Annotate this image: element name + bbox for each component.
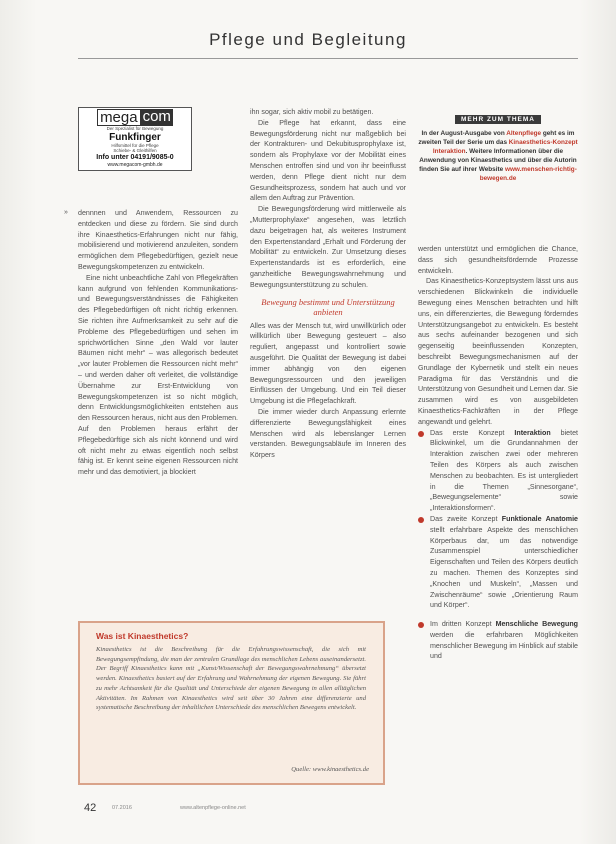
continuation-marker: »: [64, 209, 68, 216]
ad-line-3: Schiebe- & Gleithilfen: [113, 148, 157, 153]
more-topic-link[interactable]: www.menschen-richtig-bewegen.de: [479, 166, 577, 182]
bullet-2-bold: Funktionale Anatomie: [501, 514, 578, 523]
ad-url[interactable]: www.megacom-gmbh.de: [107, 161, 163, 168]
concept-bullet-2: [418, 514, 578, 611]
more-text-1-red: Altenpflege: [506, 130, 542, 137]
kinaesthetics-info-box: [78, 621, 385, 785]
column-1: [78, 208, 238, 478]
col2-paragraph-4: Alles was der Mensch tut, wird unwillkürlich oder willkürlich über Bewegung gesteuert – also reguliert, angepasst und kontrolliert sowie ausgeführt. Die Qualität der Bewegung ist dabei immer abhängig von den eigenen Bewegungsressourcen und den jeweiligen Einflüssen der Umgebung. Und ein Teil dieser Umgebung ist die Pflegefachkraft.: [250, 321, 406, 406]
col2-paragraph-1: ihn sogar, sich aktiv mobil zu betätigen.: [250, 108, 374, 116]
bullet-1-lead: Das erste Konzept: [430, 428, 515, 437]
bullet-dot-icon: [418, 517, 424, 523]
col2-paragraph-2: Die Pflege hat erkannt, dass eine Bewegungsförderung nicht nur maßgeblich bei der Kontrakturen- und Dekubitusprophylaxe ist, sondern als Prophylaxe vor der Mobilität eines Menschen entroffen sind und von ihr beeinflusst werden, denn Pflege dient nicht nur dem Gesundheitsprozess, sondern hat auch und vor allem den Auftrag zur Prävention.: [250, 118, 406, 203]
info-box-title: Was ist Kinaesthetics?: [96, 631, 189, 641]
section-title: Pflege und Begleitung: [209, 30, 407, 49]
bullet-dot-icon: [418, 431, 424, 437]
column-2: [250, 107, 406, 461]
header-rule: [78, 58, 578, 59]
issue-label: 07.2016: [112, 805, 132, 811]
ad-logo-left: mega: [97, 109, 141, 126]
more-text-3: . Weitere Informationen über die Anwendung von Kinaesthetics und über die Autorin finden Sie auf ihrer Website: [419, 148, 577, 173]
bullet-3-lead: Im dritten Konzept: [430, 620, 496, 629]
info-box-source: Quelle: www.kinaesthetics.de: [291, 766, 369, 773]
col1-paragraph-1: dennnen und Anwendern, Ressourcen zu entdecken und diese zu fördern. Sie sind durch ihre Kinaesthetics-Erfahrungen nicht nur fähig, mobilisierend und motivierend anzuleiten, sondern ermöglichen dem Pflegebedürftigen, gezielt neue Bewegungskompetenzen zu entwickeln.: [78, 209, 238, 271]
info-box-body: Kinaesthetics ist die Beschreibung für die Erfahrungswissenschaft, die sich mit Bewegungsempfindung, die man der zentralen Grundlage des menschlichen Lebens auseinandersetzt. Der Begriff Kinaesthetics kann mit „Kunst/Wissenschaft der Bewegungswahrnehmung“ übersetzt werden. Kinaesthetics basiert auf der Erfahrung und Wahrnehmung der eigenen Bewegung. Sie führt zu mehr Achtsamkeit für die Qualität und Unterschiede der eigenen Bewegung in allen alltäglichen Aktivitäten. Im Rahmen von Kinaesthetics wird seit über 30 Jahren eine differenzierte und systematische Beschreibung der inhaltlichen Unterschiede des menschlichen Bewegens entwickelt.: [96, 646, 366, 712]
concept-bullet-3: [418, 619, 578, 662]
ad-line-2: Hilfsmittel für die Pflege: [111, 142, 159, 148]
more-on-topic-box: [418, 108, 578, 183]
col1-paragraph-2: Eine nicht unbeachtliche Zahl von Pflegekräften kann aufgrund von fehlenden Kommunikations- und Bewegungsverständnisses die Fähigkeiten des Pflegebedürftigen oft nicht richtig erkennen. Sie richten ihre Aufmerksamkeit zu sehr auf die Probleme des Pflegebedürftigen und sehen im sprichwörtlichen Sinne „den Wald vor lauter Bäumen nicht mehr“ – was allegorisch bedeutet „vor lauter Problemen die Ressourcen nicht mehr“ – und werden daher oft verleitet, die vollständige Übernahme zur Erst-Entwicklung von Bewegungskompetenzen ist so nicht möglich, denn Entwicklungsmöglichkeiten entstehen aus den Ressourcen heraus, nicht aus den Problemen. Auf den Problemen heraus erfährt der Pflegebedürftige sich als nicht könnend und wird oft nicht mehr zu etwas eigentlich noch selbst fähig ist. Er kennt seine eigenen Ressourcen nicht mehr und das demotiviert, ja blockiert: [78, 273, 238, 477]
col2-subheading: Bewegung bestimmt und Unterstützung anbieten: [261, 296, 395, 317]
col2-paragraph-3: Die Bewegungsförderung wird mittlerweile als „Mutterprophylaxe“ angesehen, was letztlich dazu beigetragen hat, als weiteres Instrument den Expertenstandard „Erhalt und Förderung der Mobilität“ zu entwickeln. Zur Umsetzung dieses Expertenstandards ist es erforderlich, eine ganzheitliche Bewegungswahrnehmung und Bewegungsunterstützung zu schulen.: [250, 205, 406, 289]
bullet-3-bold: Menschliche Bewegung: [495, 620, 578, 629]
more-text-2-red: Kinaesthetics-Konzept Interaktion: [432, 139, 578, 155]
bullet-3-rest: werden die erfahrbaren Möglichkeiten menschlicher Bewegung im Hinblick auf stabile und: [430, 630, 578, 661]
bullet-1-bold: Interaktion: [514, 428, 551, 437]
col3-paragraph-1: werden unterstützt und ermöglichen die Chance, dass sich gesundheitsfördernde Prozesse entwickeln.: [418, 245, 578, 275]
column-3: [418, 244, 578, 662]
bullet-dot-icon: [418, 622, 424, 628]
page-number: 42: [84, 802, 97, 814]
bullet-1-rest: bietet Blickwinkel, um die Grundannahmen der Interaktion zwischen zwei oder mehreren Teilen des Körpers als auch zwischen Menschen zu beobachten. Es ist untergliedert in die Themen „Sinnesorgane“, „Bewegungselemente“ sowie „Interaktionsformen“.: [430, 428, 579, 513]
col2-paragraph-5: Die immer wieder durch Anpassung erlernte differenzierte Bewegungsfähigkeit eines Menschen wird als lebenslanger Lernen verstanden. Bewegungsabläufe im Inneren des Körpers: [250, 407, 406, 460]
col3-paragraph-2: Das Kinaesthetics-Konzeptsystem lässt uns aus verschiedenen Blickwinkeln die individuelle Bewegung eines Menschen betrachten und hilft uns, ein differenziertes, die Bewegung förderndes Unterstützungsangebot zu entwickeln. Es besteht aus sechs aufeinander bezogenen und sich gegenseitig beeinflussenden Konzepten, beschreibt Bewegungsmechanismen auf der Grundlage der Kybernetik und stellt ein neues Paradigma für das Verständnis und die Unterstützung von Gesundheit und Lernen dar. Sie zusammen wird es von ausgebildeten Kinaesthetics-Fachkräften in der Pflege angewandt und gelehrt.: [418, 277, 578, 426]
ad-logo: [79, 109, 191, 126]
bullet-2-lead: Das zweite Konzept: [430, 514, 502, 523]
more-text-2: geht es im zweiten Teil der Serie um das: [418, 130, 575, 146]
ad-logo-right: com: [142, 108, 171, 125]
more-on-topic-text: [418, 129, 578, 183]
ad-brand: Funkfinger: [109, 131, 161, 143]
ad-info: Info unter 04191/9085-0: [96, 153, 174, 161]
more-on-topic-tag: MEHR ZUM THEMA: [455, 115, 541, 124]
bullet-2-rest: stellt erfahrbare Aspekte des menschlichen Körperbaus dar, um das notwendige Zusammenspiel unterschiedlicher Eigenschaften und Teilen des Körpers deutlich zu machen. Themen des Konzeptes sind „Knochen und Muskeln“, „Massen und Zwischenräume“ sowie „Orientierung Raum und Körper“.: [430, 525, 578, 610]
ad-line-1: Der Spezialist für Bewegung: [106, 126, 164, 131]
advertisement[interactable]: [78, 107, 192, 171]
footer-url[interactable]: www.altenpflege-online.net: [180, 805, 246, 811]
more-text-1: In der August-Ausgabe von: [421, 130, 507, 137]
concept-bullet-1: [418, 428, 578, 514]
